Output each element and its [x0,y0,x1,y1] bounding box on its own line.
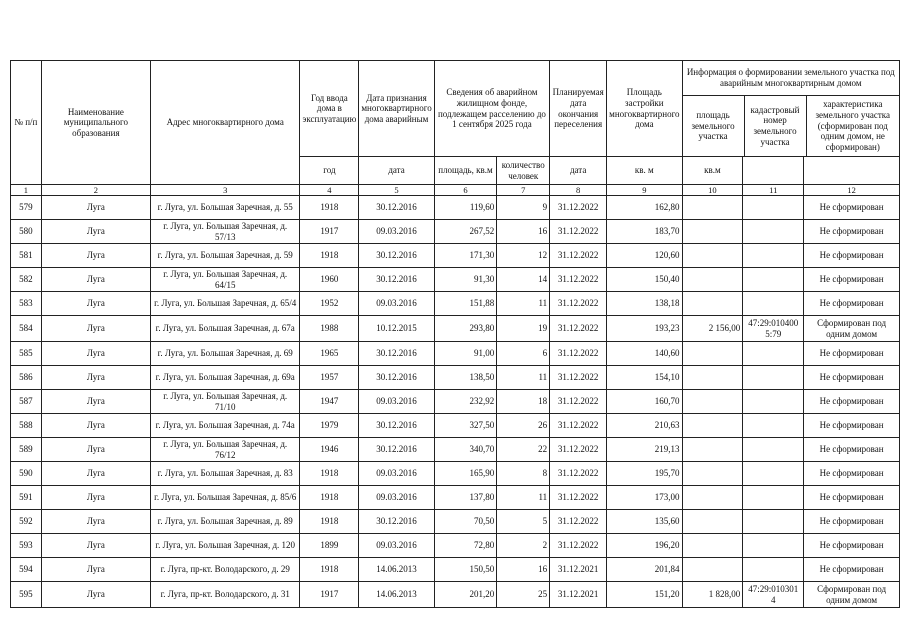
cadastral-number-cell [743,438,804,462]
header-land-info-title: Информация о формировании земельного участка под аварийным многоквартирным домом [683,61,899,96]
col-number: 8 [550,185,607,196]
emergency-area-cell: 293,80 [434,316,497,342]
land-status-cell: Не сформирован [804,292,900,316]
year-cell: 1917 [300,220,359,244]
col-number: 6 [434,185,497,196]
recognition-date-cell: 09.03.2016 [359,486,434,510]
table-row [11,342,900,366]
table-body [11,196,900,608]
people-count-cell: 18 [497,390,550,414]
row-number: 591 [11,486,42,510]
year-cell: 1918 [300,244,359,268]
year-cell: 1952 [300,292,359,316]
address-cell: г. Луга, ул. Большая Заречная, д. 89 [150,510,300,534]
cadastral-number-cell [743,414,804,438]
recognition-date-cell: 09.03.2016 [359,462,434,486]
row-number: 583 [11,292,42,316]
header-building-area: Площадь застройки многоквартирного дома [607,61,682,157]
emergency-area-cell: 151,88 [434,292,497,316]
address-cell: г. Луга, ул. Большая Заречная, д. 59 [150,244,300,268]
recognition-date-cell: 30.12.2016 [359,510,434,534]
planned-date-cell: 31.12.2022 [550,390,607,414]
emergency-area-cell: 327,50 [434,414,497,438]
address-cell: г. Луга, ул. Большая Заречная, д. 69а [150,366,300,390]
people-count-cell: 6 [497,342,550,366]
planned-date-cell: 31.12.2022 [550,316,607,342]
building-area-cell: 150,40 [607,268,682,292]
address-cell: г. Луга, ул. Большая Заречная, д. 67а [150,316,300,342]
cadastral-number-cell [743,220,804,244]
col-number: 1 [11,185,42,196]
col-number: 7 [497,185,550,196]
land-status-cell: Не сформирован [804,268,900,292]
cadastral-number-cell [743,342,804,366]
emergency-area-cell: 267,52 [434,220,497,244]
planned-date-cell: 31.12.2022 [550,366,607,390]
address-cell: г. Луга, ул. Большая Заречная, д. 57/13 [150,220,300,244]
header-no: № п/п [11,61,42,185]
table-row [11,558,900,582]
building-area-cell: 120,60 [607,244,682,268]
year-cell: 1988 [300,316,359,342]
land-status-cell: Не сформирован [804,510,900,534]
unit-empty-12 [804,157,900,185]
land-area-cell [682,462,743,486]
table-row [11,462,900,486]
year-cell: 1918 [300,196,359,220]
recognition-date-cell: 10.12.2015 [359,316,434,342]
cadastral-number-cell [743,486,804,510]
emergency-area-cell: 137,80 [434,486,497,510]
people-count-cell: 9 [497,196,550,220]
table-row [11,390,900,414]
land-area-cell [682,438,743,462]
address-cell: г. Луга, ул. Большая Заречная, д. 55 [150,196,300,220]
recognition-date-cell: 30.12.2016 [359,244,434,268]
table-row [11,486,900,510]
building-area-cell: 173,00 [607,486,682,510]
land-area-cell: 2 156,00 [682,316,743,342]
cadastral-number-cell [743,196,804,220]
land-area-cell [682,342,743,366]
people-count-cell: 26 [497,414,550,438]
planned-date-cell: 31.12.2022 [550,438,607,462]
cadastral-number-cell [743,292,804,316]
municipality-cell: Луга [41,438,150,462]
unit-people: количество человек [497,157,550,185]
land-area-cell: 1 828,00 [682,582,743,608]
cadastral-number-cell [743,268,804,292]
address-cell: г. Луга, ул. Большая Заречная, д. 85/6 [150,486,300,510]
people-count-cell: 16 [497,558,550,582]
unit-date2: дата [550,157,607,185]
year-cell: 1947 [300,390,359,414]
planned-date-cell: 31.12.2022 [550,220,607,244]
recognition-date-cell: 30.12.2016 [359,342,434,366]
building-area-cell: 195,70 [607,462,682,486]
land-status-cell: Не сформирован [804,462,900,486]
planned-date-cell: 31.12.2022 [550,292,607,316]
year-cell: 1918 [300,462,359,486]
emergency-area-cell: 171,30 [434,244,497,268]
table-row [11,510,900,534]
header-land-area: площадь земельного участка [683,96,745,156]
emergency-area-cell: 150,50 [434,558,497,582]
emergency-area-cell: 119,60 [434,196,497,220]
people-count-cell: 8 [497,462,550,486]
land-area-cell [682,558,743,582]
recognition-date-cell: 09.03.2016 [359,292,434,316]
land-area-cell [682,414,743,438]
municipality-cell: Луга [41,486,150,510]
col-number: 2 [41,185,150,196]
year-cell: 1918 [300,486,359,510]
land-area-cell [682,196,743,220]
row-number: 594 [11,558,42,582]
address-cell: г. Луга, ул. Большая Заречная, д. 83 [150,462,300,486]
header-cadastral: кадастровый номер земельного участка [745,96,807,156]
people-count-cell: 19 [497,316,550,342]
municipality-cell: Луга [41,390,150,414]
recognition-date-cell: 09.03.2016 [359,390,434,414]
land-status-cell: Сформирован под одним домом [804,582,900,608]
municipality-cell: Луга [41,268,150,292]
municipality-cell: Луга [41,342,150,366]
table-row [11,220,900,244]
header-planned-date: Планируемая дата окончания переселения [550,61,607,157]
people-count-cell: 14 [497,268,550,292]
building-area-cell: 140,60 [607,342,682,366]
land-status-cell: Не сформирован [804,390,900,414]
building-area-cell: 151,20 [607,582,682,608]
cadastral-number-cell [743,366,804,390]
people-count-cell: 5 [497,510,550,534]
row-number: 584 [11,316,42,342]
municipality-cell: Луга [41,244,150,268]
municipality-cell: Луга [41,510,150,534]
row-number: 595 [11,582,42,608]
recognition-date-cell: 30.12.2016 [359,268,434,292]
land-area-cell [682,292,743,316]
planned-date-cell: 31.12.2022 [550,534,607,558]
people-count-cell: 11 [497,292,550,316]
unit-sqm: кв. м [607,157,682,185]
year-cell: 1946 [300,438,359,462]
row-number: 580 [11,220,42,244]
col-number: 11 [743,185,804,196]
col-number: 5 [359,185,434,196]
unit-empty-11 [743,157,804,185]
land-status-cell: Не сформирован [804,414,900,438]
building-area-cell: 196,20 [607,534,682,558]
unit-sqm2: кв.м [682,157,743,185]
recognition-date-cell: 30.12.2016 [359,438,434,462]
municipality-cell: Луга [41,558,150,582]
land-area-cell [682,366,743,390]
land-area-cell [682,220,743,244]
planned-date-cell: 31.12.2021 [550,558,607,582]
address-cell: г. Луга, пр-кт. Володарского, д. 29 [150,558,300,582]
emergency-area-cell: 340,70 [434,438,497,462]
land-status-cell: Не сформирован [804,534,900,558]
building-area-cell: 138,18 [607,292,682,316]
col-number: 3 [150,185,300,196]
municipality-cell: Луга [41,462,150,486]
cadastral-number-cell [743,534,804,558]
land-area-cell [682,510,743,534]
header-municipality: Наименование муниципального образования [41,61,150,185]
cadastral-number-cell [743,510,804,534]
year-cell: 1918 [300,558,359,582]
row-number: 579 [11,196,42,220]
recognition-date-cell: 14.06.2013 [359,582,434,608]
year-cell: 1979 [300,414,359,438]
land-status-cell: Не сформирован [804,438,900,462]
table-row [11,244,900,268]
people-count-cell: 11 [497,486,550,510]
unit-area: площадь, кв.м [434,157,497,185]
row-number: 588 [11,414,42,438]
recognition-date-cell: 09.03.2016 [359,220,434,244]
emergency-area-cell: 165,90 [434,462,497,486]
header-date-recognition: Дата признания многоквартирного дома аварийным [359,61,434,157]
unit-year: год [300,157,359,185]
land-area-cell [682,486,743,510]
people-count-cell: 2 [497,534,550,558]
land-status-cell: Не сформирован [804,558,900,582]
planned-date-cell: 31.12.2021 [550,582,607,608]
year-cell: 1965 [300,342,359,366]
table-row [11,292,900,316]
municipality-cell: Луга [41,220,150,244]
col-number: 10 [682,185,743,196]
table-row [11,582,900,608]
planned-date-cell: 31.12.2022 [550,414,607,438]
emergency-area-cell: 72,80 [434,534,497,558]
building-area-cell: 210,63 [607,414,682,438]
land-status-cell: Не сформирован [804,342,900,366]
year-cell: 1917 [300,582,359,608]
planned-date-cell: 31.12.2022 [550,486,607,510]
people-count-cell: 16 [497,220,550,244]
cadastral-number-cell [743,558,804,582]
emergency-area-cell: 91,00 [434,342,497,366]
row-number: 585 [11,342,42,366]
address-cell: г. Луга, ул. Большая Заречная, д. 76/12 [150,438,300,462]
planned-date-cell: 31.12.2022 [550,268,607,292]
land-area-cell [682,244,743,268]
municipality-cell: Луга [41,414,150,438]
planned-date-cell: 31.12.2022 [550,462,607,486]
col-number: 9 [607,185,682,196]
recognition-date-cell: 30.12.2016 [359,414,434,438]
row-number: 593 [11,534,42,558]
building-area-cell: 162,80 [607,196,682,220]
land-area-cell [682,534,743,558]
planned-date-cell: 31.12.2022 [550,342,607,366]
table-row [11,414,900,438]
people-count-cell: 11 [497,366,550,390]
row-number: 592 [11,510,42,534]
table-row [11,438,900,462]
address-cell: г. Луга, ул. Большая Заречная, д. 71/10 [150,390,300,414]
emergency-area-cell: 70,50 [434,510,497,534]
municipality-cell: Луга [41,582,150,608]
address-cell: г. Луга, пр-кт. Володарского, д. 31 [150,582,300,608]
municipality-cell: Луга [41,534,150,558]
cadastral-number-cell [743,244,804,268]
building-area-cell: 201,84 [607,558,682,582]
year-cell: 1957 [300,366,359,390]
land-status-cell: Сформирован под одним домом [804,316,900,342]
row-number: 582 [11,268,42,292]
people-count-cell: 12 [497,244,550,268]
table-row [11,534,900,558]
land-status-cell: Не сформирован [804,486,900,510]
address-cell: г. Луга, ул. Большая Заречная, д. 65/4 [150,292,300,316]
emergency-area-cell: 232,92 [434,390,497,414]
row-number: 590 [11,462,42,486]
building-area-cell: 219,13 [607,438,682,462]
municipality-cell: Луга [41,366,150,390]
header-land-info [682,61,899,157]
header-year: Год ввода дома в эксплуатацию [300,61,359,157]
table-row [11,366,900,390]
year-cell: 1899 [300,534,359,558]
building-area-cell: 154,10 [607,366,682,390]
address-cell: г. Луга, ул. Большая Заречная, д. 74а [150,414,300,438]
emergency-area-cell: 138,50 [434,366,497,390]
municipality-cell: Луга [41,292,150,316]
cadastral-number-cell [743,390,804,414]
col-number: 12 [804,185,900,196]
address-cell: г. Луга, ул. Большая Заречная, д. 69 [150,342,300,366]
planned-date-cell: 31.12.2022 [550,196,607,220]
cadastral-number-cell: 47:29:010400 5:79 [743,316,804,342]
recognition-date-cell: 30.12.2016 [359,366,434,390]
land-area-cell [682,268,743,292]
year-cell: 1918 [300,510,359,534]
column-number-row [11,185,900,196]
cadastral-number-cell: 47:29:010301 4 [743,582,804,608]
table-row [11,316,900,342]
people-count-cell: 22 [497,438,550,462]
row-number: 586 [11,366,42,390]
building-area-cell: 193,23 [607,316,682,342]
land-status-cell: Не сформирован [804,220,900,244]
planned-date-cell: 31.12.2022 [550,244,607,268]
table-header [11,61,900,196]
col-number: 4 [300,185,359,196]
recognition-date-cell: 30.12.2016 [359,196,434,220]
row-number: 581 [11,244,42,268]
housing-table [10,60,900,608]
row-number: 589 [11,438,42,462]
table-row [11,196,900,220]
recognition-date-cell: 14.06.2013 [359,558,434,582]
land-status-cell: Не сформирован [804,196,900,220]
cadastral-number-cell [743,462,804,486]
emergency-area-cell: 91,30 [434,268,497,292]
header-address: Адрес многоквартирного дома [150,61,300,185]
header-characteristic: характеристика земельного участка (сформирован под одним домом, не сформирован) [815,99,891,152]
row-number: 587 [11,390,42,414]
people-count-cell: 25 [497,582,550,608]
address-cell: г. Луга, ул. Большая Заречная, д. 64/15 [150,268,300,292]
planned-date-cell: 31.12.2022 [550,510,607,534]
building-area-cell: 160,70 [607,390,682,414]
building-area-cell: 135,60 [607,510,682,534]
land-status-cell: Не сформирован [804,366,900,390]
emergency-area-cell: 201,20 [434,582,497,608]
municipality-cell: Луга [41,316,150,342]
land-status-cell: Не сформирован [804,244,900,268]
recognition-date-cell: 09.03.2016 [359,534,434,558]
land-area-cell [682,390,743,414]
building-area-cell: 183,70 [607,220,682,244]
table-row [11,268,900,292]
unit-date: дата [359,157,434,185]
year-cell: 1960 [300,268,359,292]
header-emergency-fund: Сведения об аварийном жилищном фонде, подлежащем расселению до 1 сентября 2025 года [434,61,549,157]
municipality-cell: Луга [41,196,150,220]
address-cell: г. Луга, ул. Большая Заречная, д. 120 [150,534,300,558]
